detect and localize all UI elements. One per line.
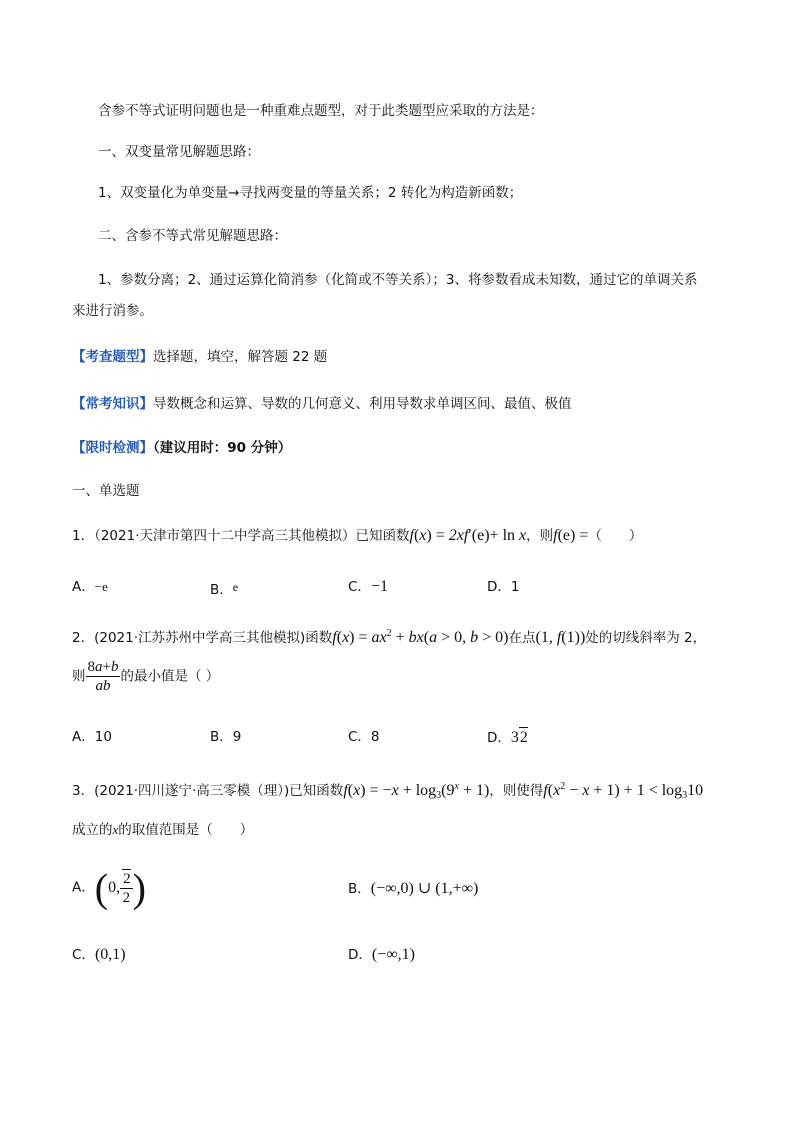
q3-formula: $f(x) = -x + \log_3(9^x + 1)$ [343, 781, 490, 801]
q2-option-d-value: 32 [510, 729, 528, 746]
time-limit-label: 【限时检测】 [72, 440, 153, 456]
q1-option-c-value: −1 [370, 578, 388, 595]
q3-option-c-label: C． [72, 947, 95, 963]
q1-option-a[interactable] [72, 577, 108, 597]
two-variable-method: 1、双变量化为单变量→寻找两变量的等量关系；2 转化为构造新函数； [98, 185, 523, 201]
q1-mid: ，则 [526, 528, 554, 544]
q2-suffix: 处的切线斜率为 2， [585, 630, 707, 646]
q2-point: (1, f(1)) [535, 629, 586, 646]
q3-prefix: 3．(2021·四川遂宁·高三零模（理）)已知函数 [72, 783, 344, 799]
intro-line: 含参不等式证明问题也是一种重难点题型，对于此类题型应采取的方法是： [98, 103, 544, 119]
q2-option-d-label: D． [487, 730, 511, 746]
q1-option-c-label: C． [348, 579, 371, 595]
q2-option-a[interactable]: A．10 [72, 729, 112, 745]
q3-option-d-label: D． [348, 947, 372, 963]
question-3-line2 [72, 820, 253, 840]
q3-line2-prefix: 成立的 [72, 822, 113, 838]
heading-parameter: 二、含参不等式常见解题思路： [98, 228, 287, 244]
question-type-text: 选择题，填空，解答题 22 题 [153, 349, 328, 365]
q3-line2-suffix: 的取值范围是（ ） [118, 822, 254, 838]
q3-mid: ，则使得 [489, 783, 544, 799]
q1-suffix: （ ） [588, 528, 643, 544]
q2-line2-prefix: 则 [72, 668, 86, 685]
q1-option-b-value: e [232, 580, 239, 594]
q1-formula: f(x) = 2xf′(e)+ ln x [409, 527, 527, 544]
question-2 [72, 628, 706, 648]
parameter-method-line1: 1、参数分离；2、通过运算化简消参（化简或不等关系）；3、将参数看成未知数，通过它的单调关系 [98, 272, 698, 288]
q2-option-d[interactable] [487, 727, 528, 748]
q3-option-b[interactable] [348, 879, 478, 899]
section-heading: 一、单选题 [72, 483, 140, 499]
q3-option-b-value: (−∞,0) ∪ (1,+∞) [370, 880, 479, 897]
q1-option-c[interactable] [348, 577, 388, 597]
q3-option-d[interactable] [348, 945, 415, 965]
parameter-method-line2: 来进行消参。 [72, 303, 153, 319]
heading-two-variable: 一、双变量常见解题思路： [98, 144, 260, 160]
q1-option-b-label: B． [210, 582, 233, 598]
question-1 [72, 526, 642, 546]
q3-option-c[interactable] [72, 945, 126, 965]
q3-option-a-value: (0, $\frac{2}{2}$ ) [94, 865, 146, 910]
question-type-tag [72, 347, 327, 367]
q3-option-c-value: (0,1) [94, 946, 126, 963]
q1-option-a-value: −e [94, 579, 108, 594]
time-limit-tag [72, 438, 291, 458]
q1-option-b[interactable] [210, 577, 238, 600]
q3-option-d-value: (−∞,1) [371, 946, 415, 963]
knowledge-text: 导数概念和运算、导数的几何意义、利用导数求单调区间、最值、极值 [153, 396, 572, 412]
knowledge-tag [72, 394, 572, 414]
q3-inequality: $f(x^2 - x + 1) + 1 < \log_310$ [543, 781, 704, 801]
q1-prefix: 1．（2021·天津市第四十二中学高三其他模拟）已知函数 [72, 528, 410, 544]
q2-option-b[interactable]: B．9 [210, 729, 242, 745]
time-limit-text: （建议用时：90 分钟） [153, 440, 292, 456]
q1-option-a-label: A． [72, 579, 95, 595]
q3-variable: x [112, 822, 119, 837]
q3-option-b-label: B． [348, 881, 371, 897]
q2-formula: $f(x) = ax^2 + bx(a > 0$, b > 0) [332, 628, 509, 646]
question-type-label: 【考查题型】 [72, 349, 153, 365]
q2-mid: 在点 [508, 630, 536, 646]
knowledge-label: 【常考知识】 [72, 396, 153, 412]
q3-option-a-label: A． [72, 879, 95, 896]
q2-line2-suffix: 的最小值是（ ） [120, 668, 220, 685]
question-2-line2 [72, 658, 219, 695]
q1-target: f(e) = [553, 527, 589, 544]
q2-option-c[interactable]: C．8 [348, 729, 380, 745]
q2-fraction: $\frac{8a+b}{ab}$ [87, 659, 119, 694]
q3-option-a[interactable] [72, 865, 146, 910]
question-3 [72, 781, 703, 801]
q2-prefix: 2．(2021·江苏苏州中学高三其他模拟)函数 [72, 630, 333, 646]
q1-option-d[interactable]: D．1 [487, 579, 520, 595]
